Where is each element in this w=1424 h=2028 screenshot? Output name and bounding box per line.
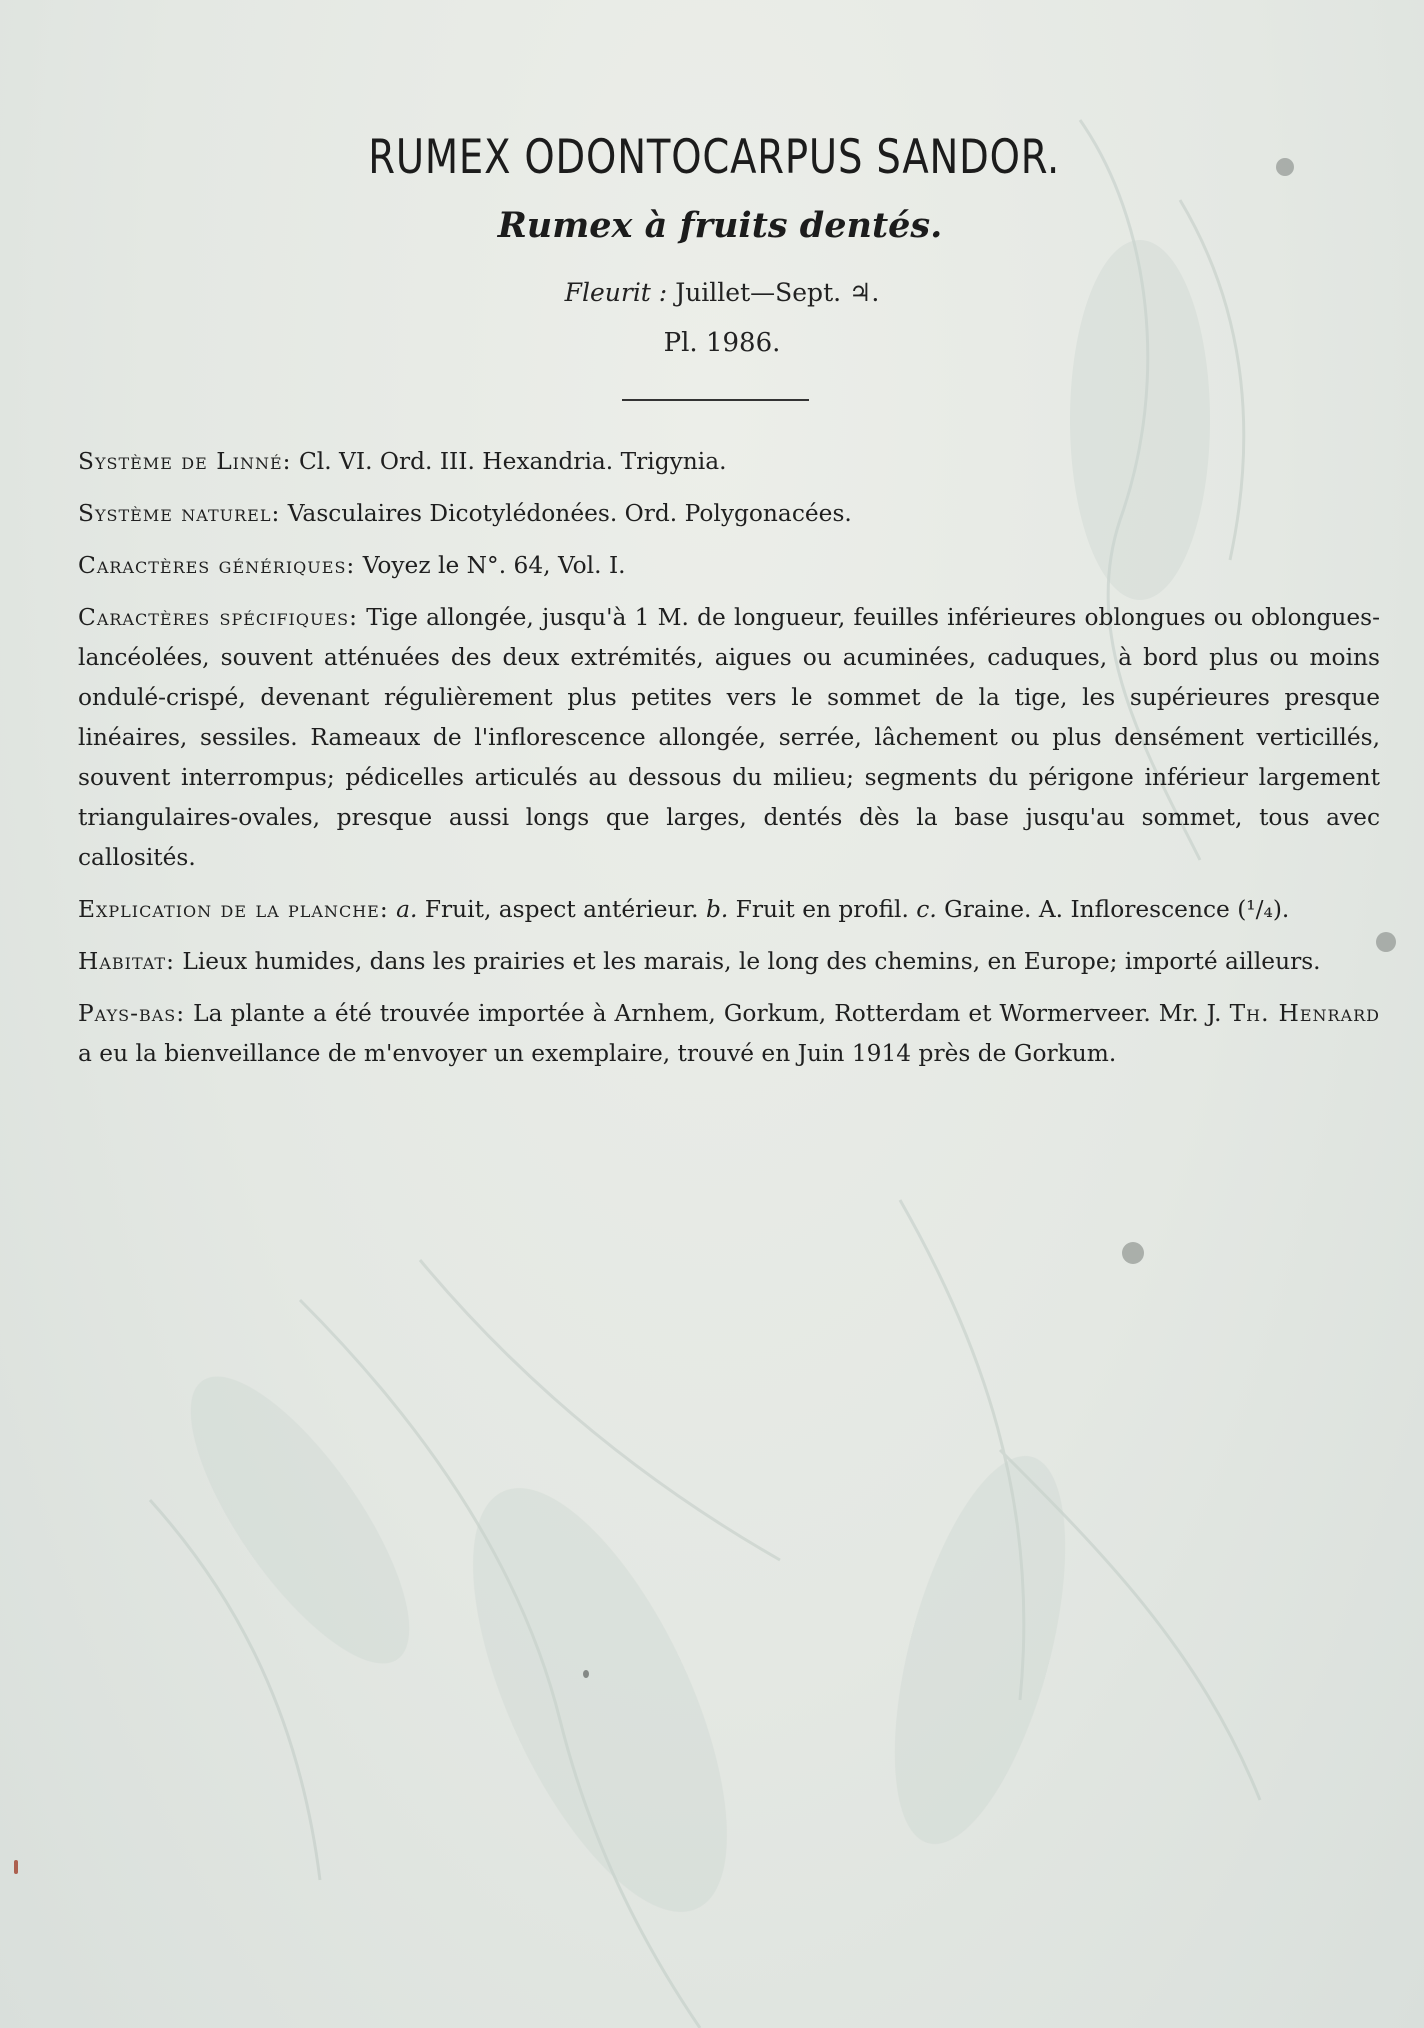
section-text: Vasculaires Dicotylédonées. Ord. Polygonacées. — [287, 500, 852, 527]
section-text: Lieux humides, dans les prairies et les marais, le long des chemins, en Europe; importé ailleurs. — [182, 948, 1321, 975]
section-specifiques — [78, 598, 1380, 878]
figure-text-end: A. Inflorescence (¹/₄). — [1038, 896, 1290, 923]
section-text-2: a eu la bienveillance de m'envoyer un exemplaire, trouvé en Juin 1914 près de Gorkum. — [78, 1040, 1117, 1067]
section-heading: Caractères spécifiques: — [78, 604, 358, 631]
figure-label-c: c. — [916, 896, 937, 923]
divider-rule — [622, 399, 809, 401]
section-heading: Explication de la planche: — [78, 896, 389, 923]
figure-text-c: Graine. — [944, 896, 1032, 923]
section-heading: Pays-bas: — [78, 1000, 186, 1027]
section-text: Voyez le N°. 64, Vol. I. — [362, 552, 626, 579]
figure-label-a: a. — [396, 896, 418, 923]
flowering-label: Fleurit : — [564, 278, 668, 307]
section-paysbas — [78, 994, 1380, 1074]
section-heading: Système naturel: — [78, 500, 281, 527]
collector-name: Th. Henrard — [1229, 1000, 1381, 1027]
plate-number: Pl. 1986. — [663, 328, 781, 358]
section-heading: Système de Linné: — [78, 448, 292, 475]
flowering-line — [10, 278, 1424, 307]
description-body — [78, 442, 1380, 1086]
section-heading: Habitat: — [78, 948, 175, 975]
figure-text-a: Fruit, aspect antérieur. — [424, 896, 699, 923]
section-linne — [78, 442, 1380, 482]
section-text: Tige allongée, jusqu'à 1 M. de longueur, feuilles inférieures oblongues ou oblongues-lancéolées, souvent atténuées des deux extrémités, aigues ou acuminées, caduques, à bord plus ou moins ondulé-crispé, devenant régulièrement plus petites vers le sommet de la tige, les supérieures presque linéaires, sessiles. Rameaux de l'inflorescence allongée, serrée, lâchement ou plus densément verticillés, souvent interrompus; pédicelles articulés au dessous du milieu; segments du périgone inférieur largement triangulaires-ovales, presque aussi longs que larges, dentés dès la base jusqu'au sommet, tous avec callosités. — [78, 604, 1381, 871]
section-planche — [78, 890, 1380, 930]
common-name: Rumex à fruits dentés. — [497, 205, 943, 246]
section-generiques — [78, 546, 1380, 586]
section-text: Cl. VI. Ord. III. Hexandria. Trigynia. — [298, 448, 727, 475]
section-habitat — [78, 942, 1380, 982]
section-naturel — [78, 494, 1380, 534]
flowering-value: Juillet—Sept. ♃. — [675, 278, 880, 307]
section-text-1: La plante a été trouvée importée à Arnhem, Gorkum, Rotterdam et Wormerveer. Mr. J. — [193, 1000, 1222, 1027]
species-title: RUMEX ODONTOCARPUS SANDOR. — [368, 130, 1061, 185]
figure-text-b: Fruit en profil. — [735, 896, 909, 923]
section-heading: Caractères génériques: — [78, 552, 356, 579]
figure-label-b: b. — [705, 896, 729, 923]
